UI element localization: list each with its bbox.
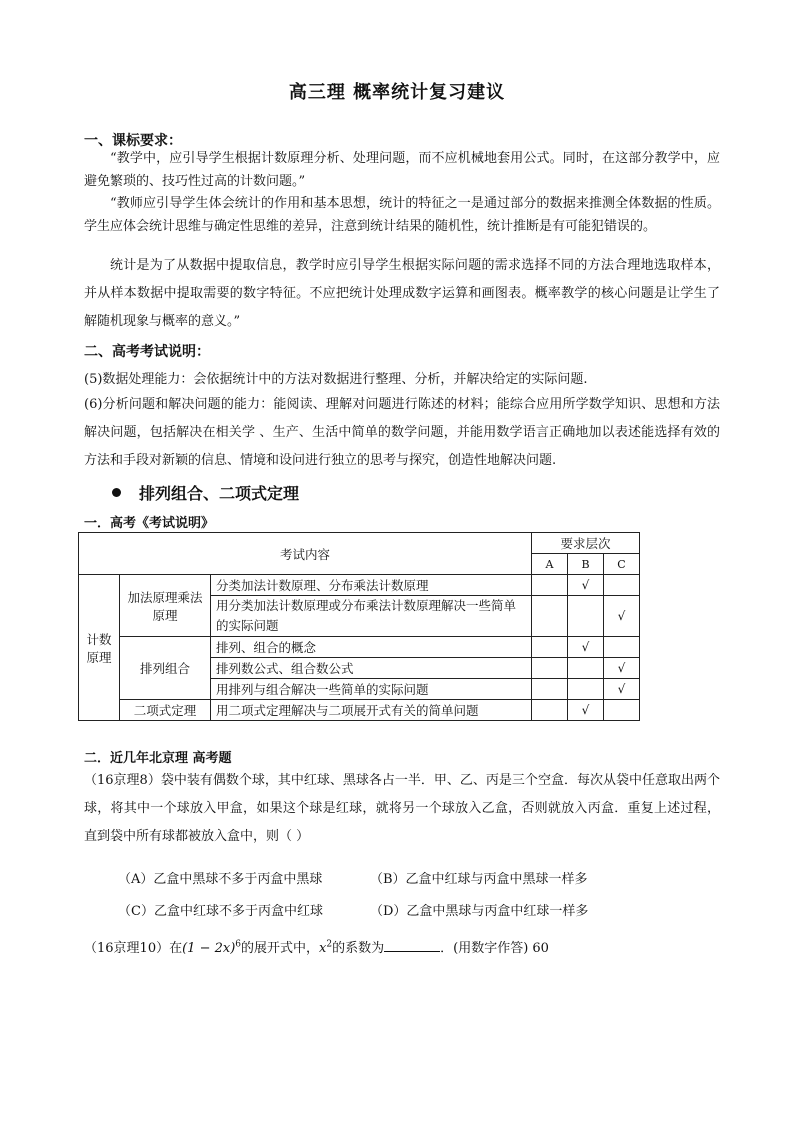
question-2-exponent: 6: [235, 939, 242, 950]
table-cell-a: [532, 596, 568, 637]
table-cell-a: [532, 658, 568, 679]
option-b: （B）乙盒中红球与丙盒中黑球一样多: [370, 872, 588, 887]
table-row-text: 排列、组合的概念: [211, 637, 532, 658]
table-cell-a: [532, 575, 568, 596]
table-level-c: C: [604, 554, 640, 575]
table-cell-c: √: [604, 596, 640, 637]
section1-para2: “教师应引导学生体会统计的作用和基本思想，统计的特征之一是通过部分的数据来推测全体数据的性质。学生应体会统计思维与确定性思维的差异，注意到统计结果的随机性，统计推断是有可能犯错误的。: [84, 196, 720, 234]
table-cell-b: √: [568, 575, 604, 596]
question-2-suffix1: 的系数为: [332, 941, 385, 956]
section1-heading: 一、课标要求：: [84, 133, 182, 149]
table-row-text: 用分类加法计数原理或分布乘法计数原理解决一些简单的实际问题: [211, 596, 532, 637]
table-cell-b: [568, 596, 604, 637]
table-sub2: 排列组合: [120, 637, 211, 700]
requirements-table: [78, 532, 640, 721]
question-2-expression: (1 − 2x): [182, 941, 236, 956]
subsection1-heading: 一．高考《考试说明》: [84, 516, 215, 531]
table-row-text: 用排列与组合解决一些简单的实际问题: [211, 679, 532, 700]
bullet-icon: [112, 488, 121, 497]
table-cell-b: [568, 658, 604, 679]
option-d: （D）乙盒中黑球与丙盒中红球一样多: [370, 904, 589, 919]
question-2-suffix2: ．(用数字作答) 60: [440, 941, 549, 956]
table-sub3: 二项式定理: [120, 700, 211, 721]
question-2-variable: x: [319, 941, 327, 956]
topic-heading: [112, 481, 299, 504]
table-cell-a: [532, 700, 568, 721]
table-group-label: 计数原理: [79, 575, 120, 721]
table-cell-b: √: [568, 700, 604, 721]
table-row-text: 分类加法计数原理、分布乘法计数原理: [211, 575, 532, 596]
question-2-prefix: （16京理10）在: [84, 941, 183, 956]
topic-heading-text: 排列组合、二项式定理: [139, 484, 300, 503]
page-title: 高三理 概率统计复习建议: [288, 82, 506, 103]
table-row-text: 排列数公式、组合数公式: [211, 658, 532, 679]
table-cell-b: √: [568, 637, 604, 658]
section1-para3: 统计是为了从数据中提取信息，教学时应引导学生根据实际问题的需求选择不同的方法合理地选取样本，并从样本数据中提取需要的数字特征。不应把统计处理成数字运算和画图表。概率教学的核心问题是让学生了解随机现象与概率的意义。”: [84, 258, 720, 329]
table-cell-c: √: [604, 658, 640, 679]
subsection2-heading: 二．近几年北京理 高考题: [84, 751, 232, 766]
table-level-a: A: [532, 554, 568, 575]
table-cell-c: [604, 575, 640, 596]
table-sub1: 加法原理乘法原理: [120, 575, 211, 637]
section2-item6: (6)分析问题和解决问题的能力：能阅读、理解对问题进行陈述的材料；能综合应用所学数学知识、思想和方法解决问题，包括解决在相关学 、生产、生活中简单的数学问题，并能用数学语言正确地加以表述能选择有效的方法和手段对新颖的信息、情境和设问进行独立的思考与探究，创造性地解决问题.: [84, 397, 720, 468]
question-2: [84, 937, 549, 956]
table-cell-a: [532, 679, 568, 700]
question-2-variable-exponent: 2: [326, 939, 333, 950]
section2-item5: (5)数据处理能力：会依据统计中的方法对数据进行整理、分析，并解决给定的实际问题.: [84, 372, 588, 387]
table-header-levels: 要求层次: [532, 533, 640, 554]
question-1-text: （16京理8）袋中装有偶数个球，其中红球、黑球各占一半．甲、乙、丙是三个空盒．每次从袋中任意取出两个球，将其中一个球放入甲盒，如果这个球是红球，就将另一个球放入乙盒，否则就放入丙盒．重复上述过程，直到袋中所有球都被放入盒中，则（ ）: [84, 773, 720, 844]
question-2-mid: 的展开式中，: [241, 941, 320, 956]
table-header-content: 考试内容: [79, 533, 532, 575]
table-cell-c: [604, 700, 640, 721]
table-cell-c: √: [604, 679, 640, 700]
section2-heading: 二、高考考试说明：: [84, 344, 210, 360]
table-cell-c: [604, 637, 640, 658]
table-row-text: 用二项式定理解决与二项展开式有关的简单问题: [211, 700, 532, 721]
table-level-b: B: [568, 554, 604, 575]
section1-para1: “教学中，应引导学生根据计数原理分析、处理问题，而不应机械地套用公式。同时，在这部分教学中，应避免繁琐的、技巧性过高的计数问题。”: [84, 151, 720, 189]
option-c: （C）乙盒中红球不多于丙盒中红球: [118, 904, 323, 919]
table-cell-a: [532, 637, 568, 658]
answer-blank: [384, 939, 440, 952]
table-cell-b: [568, 679, 604, 700]
option-a: （A）乙盒中黑球不多于丙盒中黑球: [118, 872, 323, 887]
